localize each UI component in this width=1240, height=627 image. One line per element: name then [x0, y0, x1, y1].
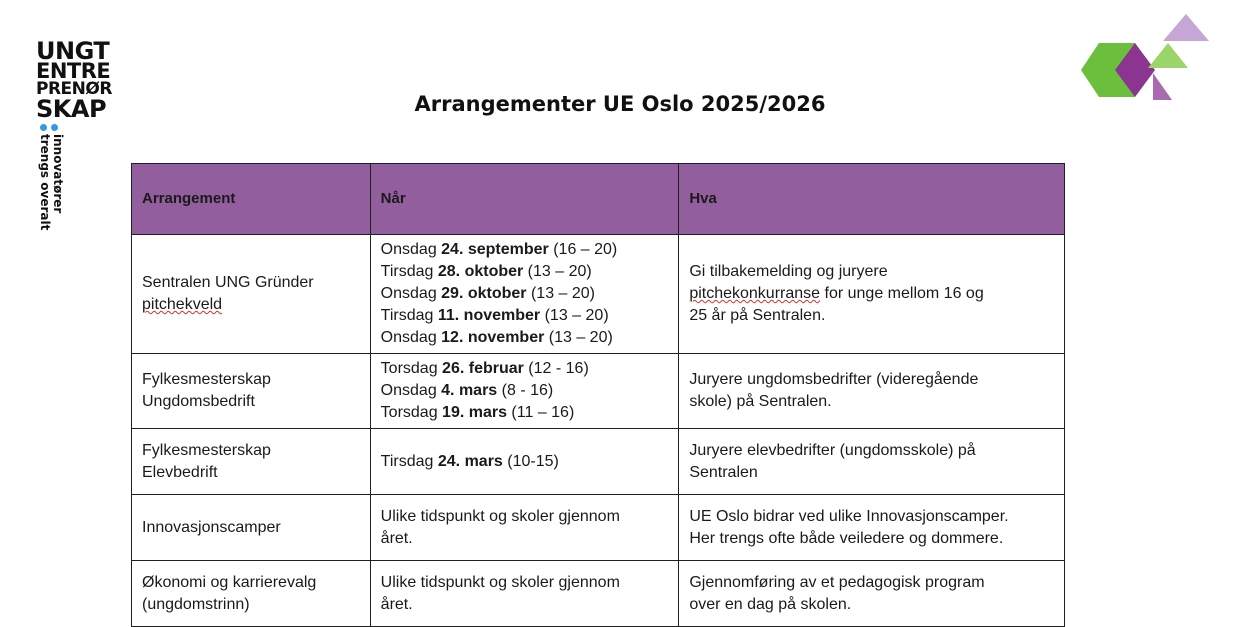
naar-text: året.	[380, 595, 413, 613]
hva-text: over en dag på skolen.	[689, 595, 852, 613]
hva-cell	[679, 561, 1065, 627]
naar-cell	[370, 429, 679, 495]
naar-text: året.	[380, 529, 413, 547]
hva-text: skole) på Sentralen.	[689, 393, 832, 410]
date-line: Onsdag 29. oktober (13 – 20)	[380, 285, 595, 302]
hva-text: Juryere ungdomsbedrifter (videregående	[689, 371, 979, 388]
logo-tagline-block	[36, 120, 112, 240]
blue-dot-icon	[51, 124, 58, 131]
date-line: Torsdag 26. februar (12 - 16)	[380, 360, 589, 377]
naar-cell	[370, 354, 679, 429]
hva-text: UE Oslo bidrar ved ulike Innovasjonscamper.	[689, 507, 1009, 525]
logo-line: PRENØR	[36, 79, 112, 99]
hva-text: Sentralen	[689, 463, 758, 481]
naar-cell	[370, 561, 679, 627]
table-row	[132, 354, 1065, 429]
date-line: Onsdag 24. september (16 – 20)	[380, 241, 618, 258]
arrangement-cell	[132, 495, 371, 561]
blue-dot-icon	[40, 124, 47, 131]
arrangement-text: Fylkesmesterskap	[142, 371, 271, 388]
date-line: Torsdag 19. mars (11 – 16)	[380, 404, 575, 421]
logo-line: SKAP	[36, 95, 107, 123]
arrangement-text: (ungdomstrinn)	[142, 595, 250, 613]
hva-cell	[679, 235, 1065, 354]
date-line: Tirsdag 11. november (13 – 20)	[380, 307, 609, 324]
table-row	[132, 495, 1065, 561]
logo-line: UNGT	[36, 37, 110, 65]
logo	[36, 37, 112, 240]
date-line: Onsdag 12. november (13 – 20)	[380, 329, 613, 346]
table-row	[132, 561, 1065, 627]
date-line: Tirsdag 24. mars (10-15)	[380, 452, 559, 470]
table-row	[132, 429, 1065, 495]
page-title: Arrangementer UE Oslo 2025/2026	[414, 92, 826, 116]
arrangement-cell	[132, 354, 371, 429]
column-header-naar: Når	[370, 164, 679, 235]
hva-cell	[679, 495, 1065, 561]
arrangement-cell	[132, 235, 371, 354]
hva-text: pitchekonkurranse for unge mellom 16 og	[689, 285, 984, 302]
hva-text: Gi tilbakemelding og juryere	[689, 263, 888, 280]
tagline-line: trengs overalt	[38, 134, 52, 231]
arrangement-text: Innovasjonscamper	[142, 518, 281, 536]
arrangement-text: Økonomi og karrierevalg	[142, 573, 317, 591]
arrangement-text: Ungdomsbedrift	[142, 393, 255, 410]
arrangement-text: Elevbedrift	[142, 463, 218, 481]
logo-line: ENTRE	[36, 59, 111, 83]
naar-text: Ulike tidspunkt og skoler gjennom	[380, 507, 620, 525]
logo-tagline	[38, 134, 64, 230]
hva-cell	[679, 354, 1065, 429]
column-header-arrangement: Arrangement	[132, 164, 371, 235]
hva-text: Her trengs ofte både veiledere og dommere.	[689, 529, 1004, 547]
arrangement-text: pitchekveld	[142, 296, 223, 313]
lavender-triangle-shape	[1163, 14, 1209, 41]
hva-cell	[679, 429, 1065, 495]
hva-text: Gjennomføring av et pedagogisk program	[689, 573, 985, 591]
date-line: Tirsdag 28. oktober (13 – 20)	[380, 263, 592, 280]
hva-text: 25 år på Sentralen.	[689, 307, 826, 324]
arrangement-text: Fylkesmesterskap	[142, 441, 271, 459]
arrangement-cell	[132, 561, 371, 627]
date-line: Onsdag 4. mars (8 - 16)	[380, 382, 554, 399]
table-header-row	[132, 164, 1065, 235]
column-header-hva: Hva	[679, 164, 1065, 235]
naar-text: Ulike tidspunkt og skoler gjennom	[380, 573, 620, 591]
table-row	[132, 235, 1065, 354]
arrangement-cell	[132, 429, 371, 495]
lightgreen-triangle-shape	[1148, 43, 1188, 68]
naar-cell	[370, 235, 679, 354]
hva-text: Juryere elevbedrifter (ungdomsskole) på	[689, 441, 976, 459]
naar-cell	[370, 495, 679, 561]
tagline-line: innovatører	[51, 134, 65, 214]
arrangement-text: Sentralen UNG Gründer	[142, 274, 314, 291]
events-table	[131, 163, 1065, 627]
